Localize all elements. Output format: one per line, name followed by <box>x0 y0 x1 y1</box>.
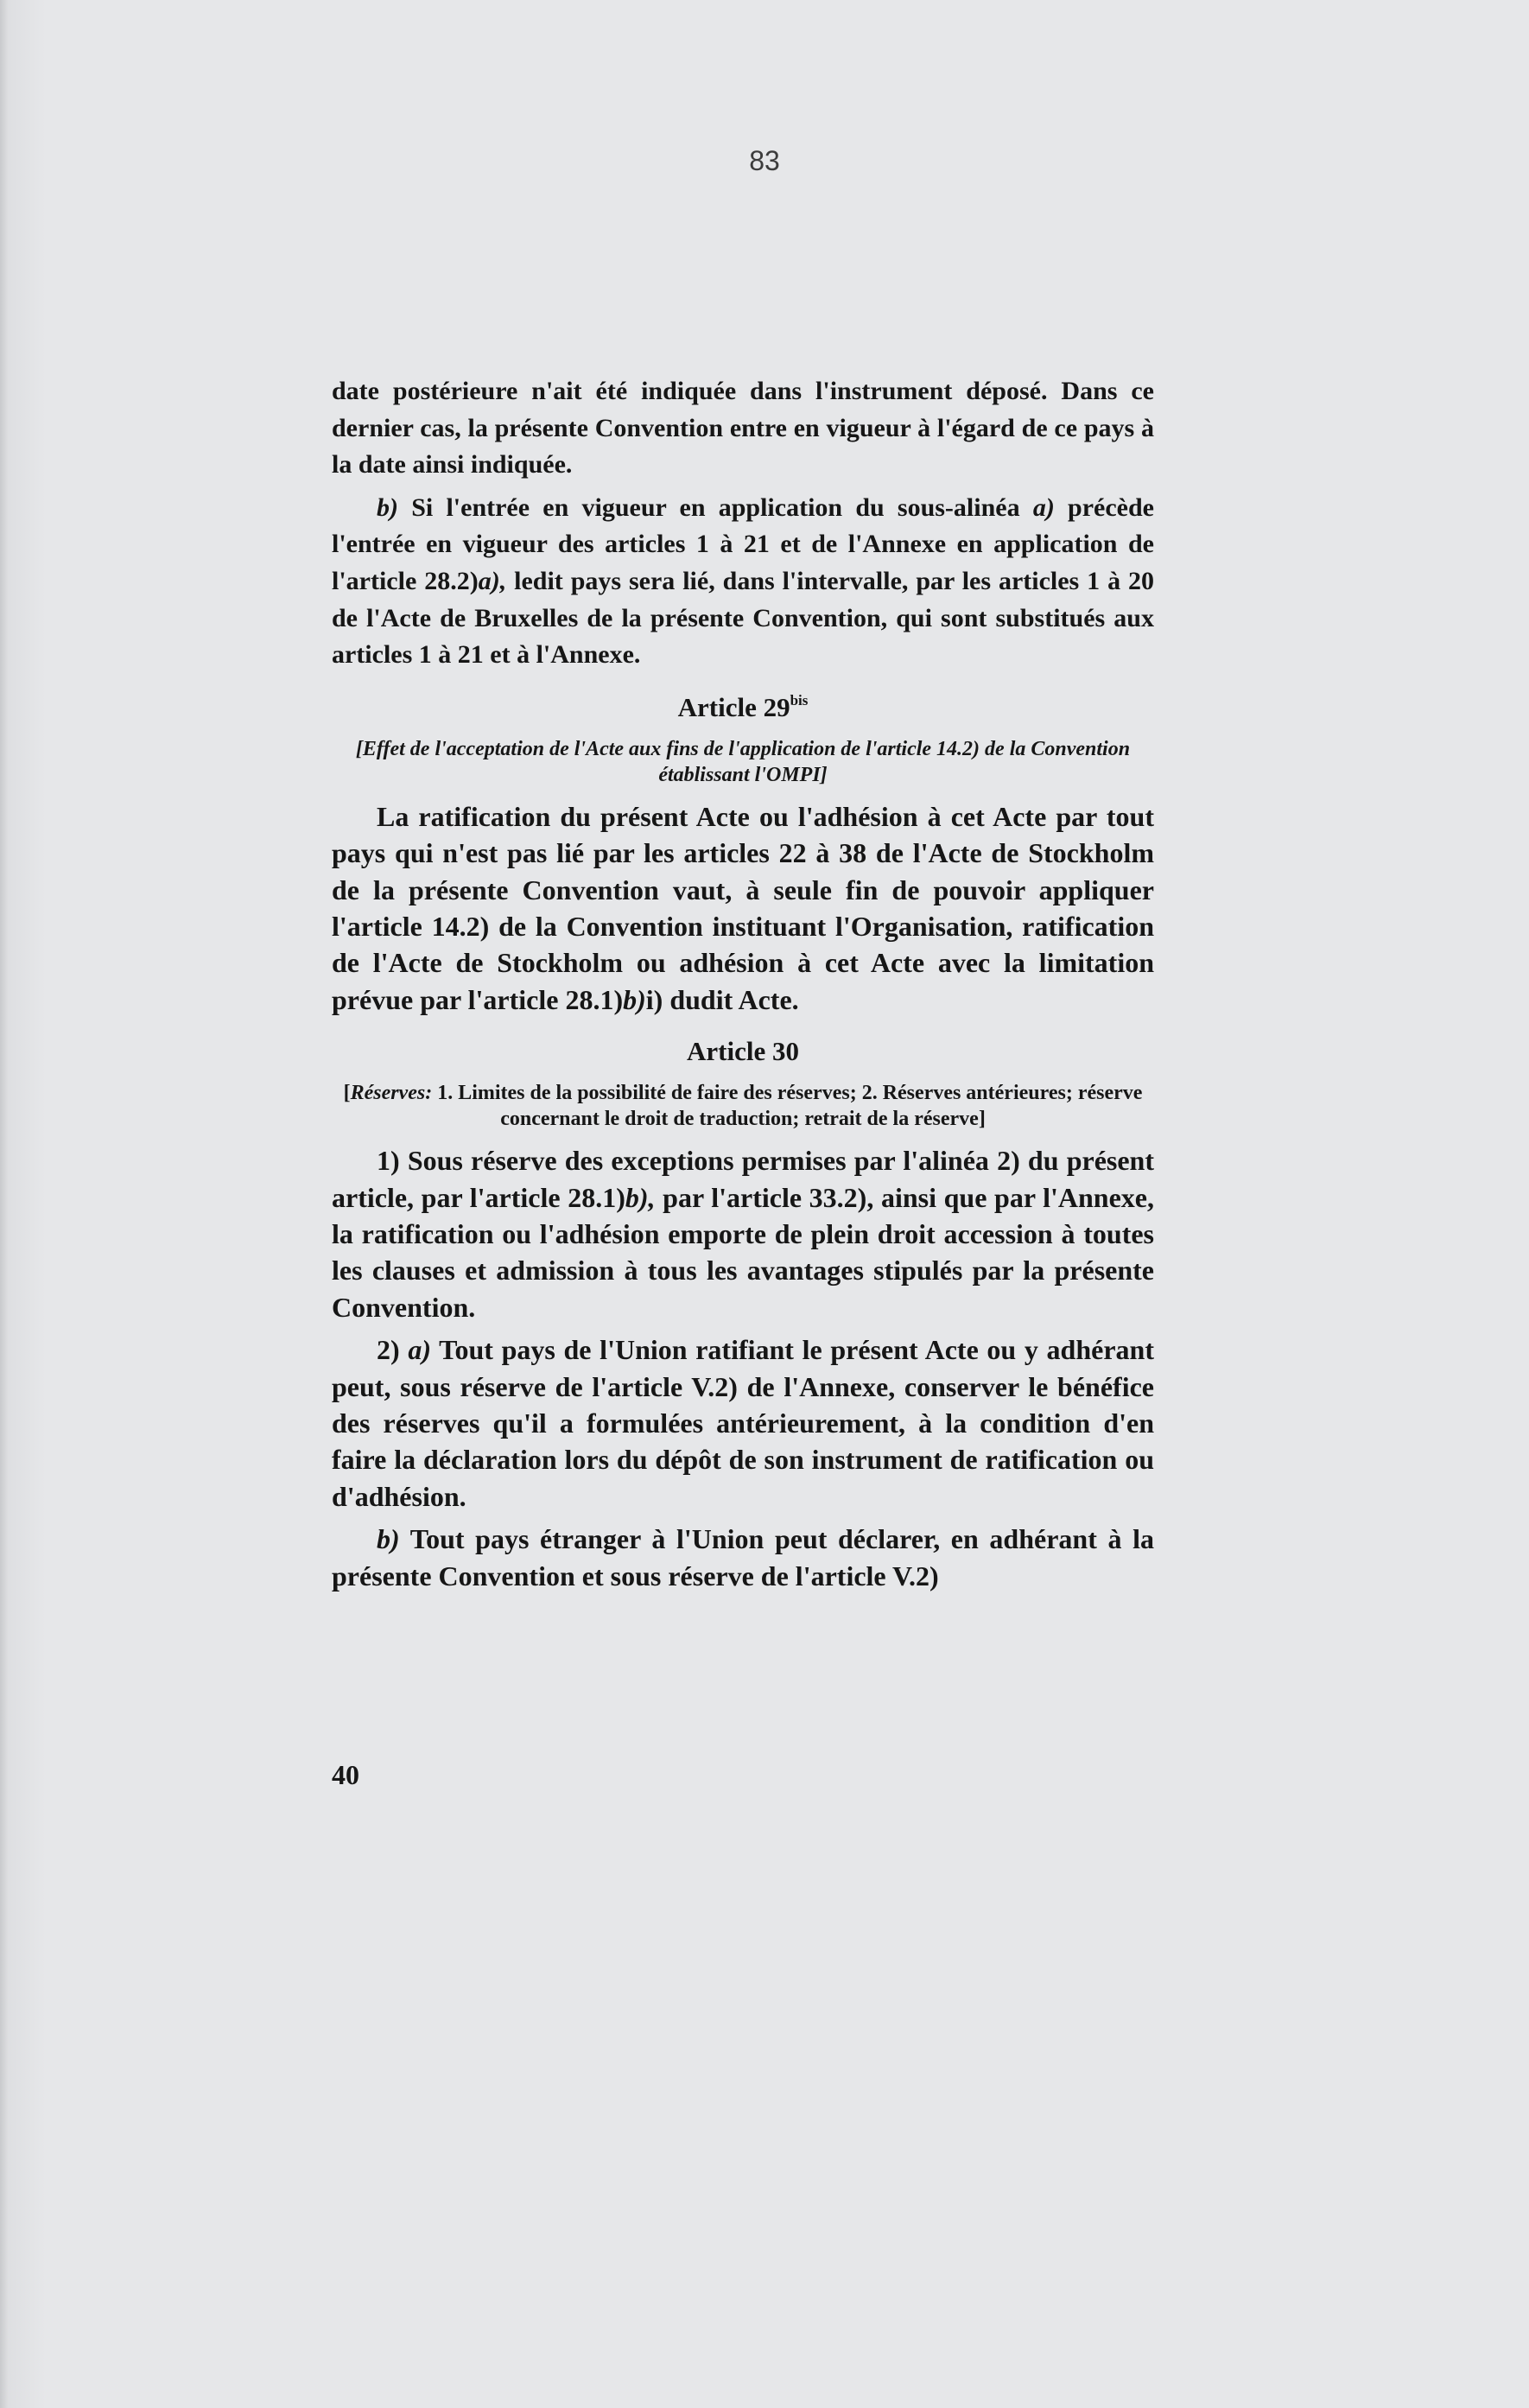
article-30-paragraph-1: 1) Sous réserve des exceptions permises par l'alinéa 2) du présent article, par l'article 28.1)b), par l'article 33.2), ainsi que par l'Annexe, la ratification ou l'adhésion emporte de plein droit accession à toutes les clauses et admission à tous les avantages stipulés par la présente Convention. <box>332 1145 1155 1323</box>
folio-number: 40 <box>332 1759 359 1790</box>
article-29bis-heading: Article $29^{bis}$ <box>677 691 809 722</box>
article-29bis-subtitle: [Effet de l'acceptation de l'Acte aux fins de l'application de l'article 14.2) de la Convention établissant l'OMPI] <box>355 737 1131 786</box>
subparagraph-label: b) <box>377 492 398 522</box>
paragraph-continuation: date postérieure n'ait été indiquée dans l'instrument déposé. Dans ce dernier cas, la présente Convention entre en vigueur à l'égard de ce pays à la date ainsi indiquée. <box>332 377 1154 480</box>
body-text <box>332 373 1154 1594</box>
article-30-subtitle: [Réserves: 1. Limites de la possibilité de faire des réserves; 2. Réserves antérieures; réserve concernant le droit de traduction; retrait de la réserve] <box>343 1082 1143 1131</box>
page-edge-shadow <box>0 0 9 2408</box>
article-30-paragraph-2b: b) Tout pays étranger à l'Union peut déclarer, en adhérant à la présente Convention et sous réserve de l'article V.2) <box>332 1523 1154 1592</box>
article-29bis-body: La ratification du présent Acte ou l'adhésion à cet Acte par tout pays qui n'est pas lié par les articles 22 à 38 de l'Acte de Stockholm de la présente Convention vaut, à seule fin de pouvoir appliquer l'article 14.2) de la Convention instituant l'Organisation, ratification de l'Acte de Stockholm ou adhésion à cet Acte avec la limitation prévue par l'article 28.1)b)i) dudit Acte. <box>332 800 1154 1015</box>
article-30-paragraph-2a: 2) a) Tout pays de l'Union ratifiant le présent Acte ou y adhérant peut, sous réserve de l'article V.2) de l'Annexe, conserver le bénéfice des réserves qu'il a formulées antérieurement, à la condition d'en faire la déclaration lors du dépôt de son instrument de ratification ou d'adhésion. <box>332 1334 1155 1512</box>
paragraph-b: b) Si l'entrée en vigueur en application du sous-alinéa a) précède l'entrée en vigueur des articles 1 à 21 et de l'Annexe en application de l'article 28.2)a), ledit pays sera lié, dans l'intervalle, par les articles 1 à 20 de l'Acte de Bruxelles de la présente Convention, qui sont substitués aux articles 1 à 21 et à l'Annexe. <box>332 492 1154 670</box>
page-number: 83 <box>749 145 780 176</box>
article-30-heading: Article 30 <box>687 1036 799 1067</box>
